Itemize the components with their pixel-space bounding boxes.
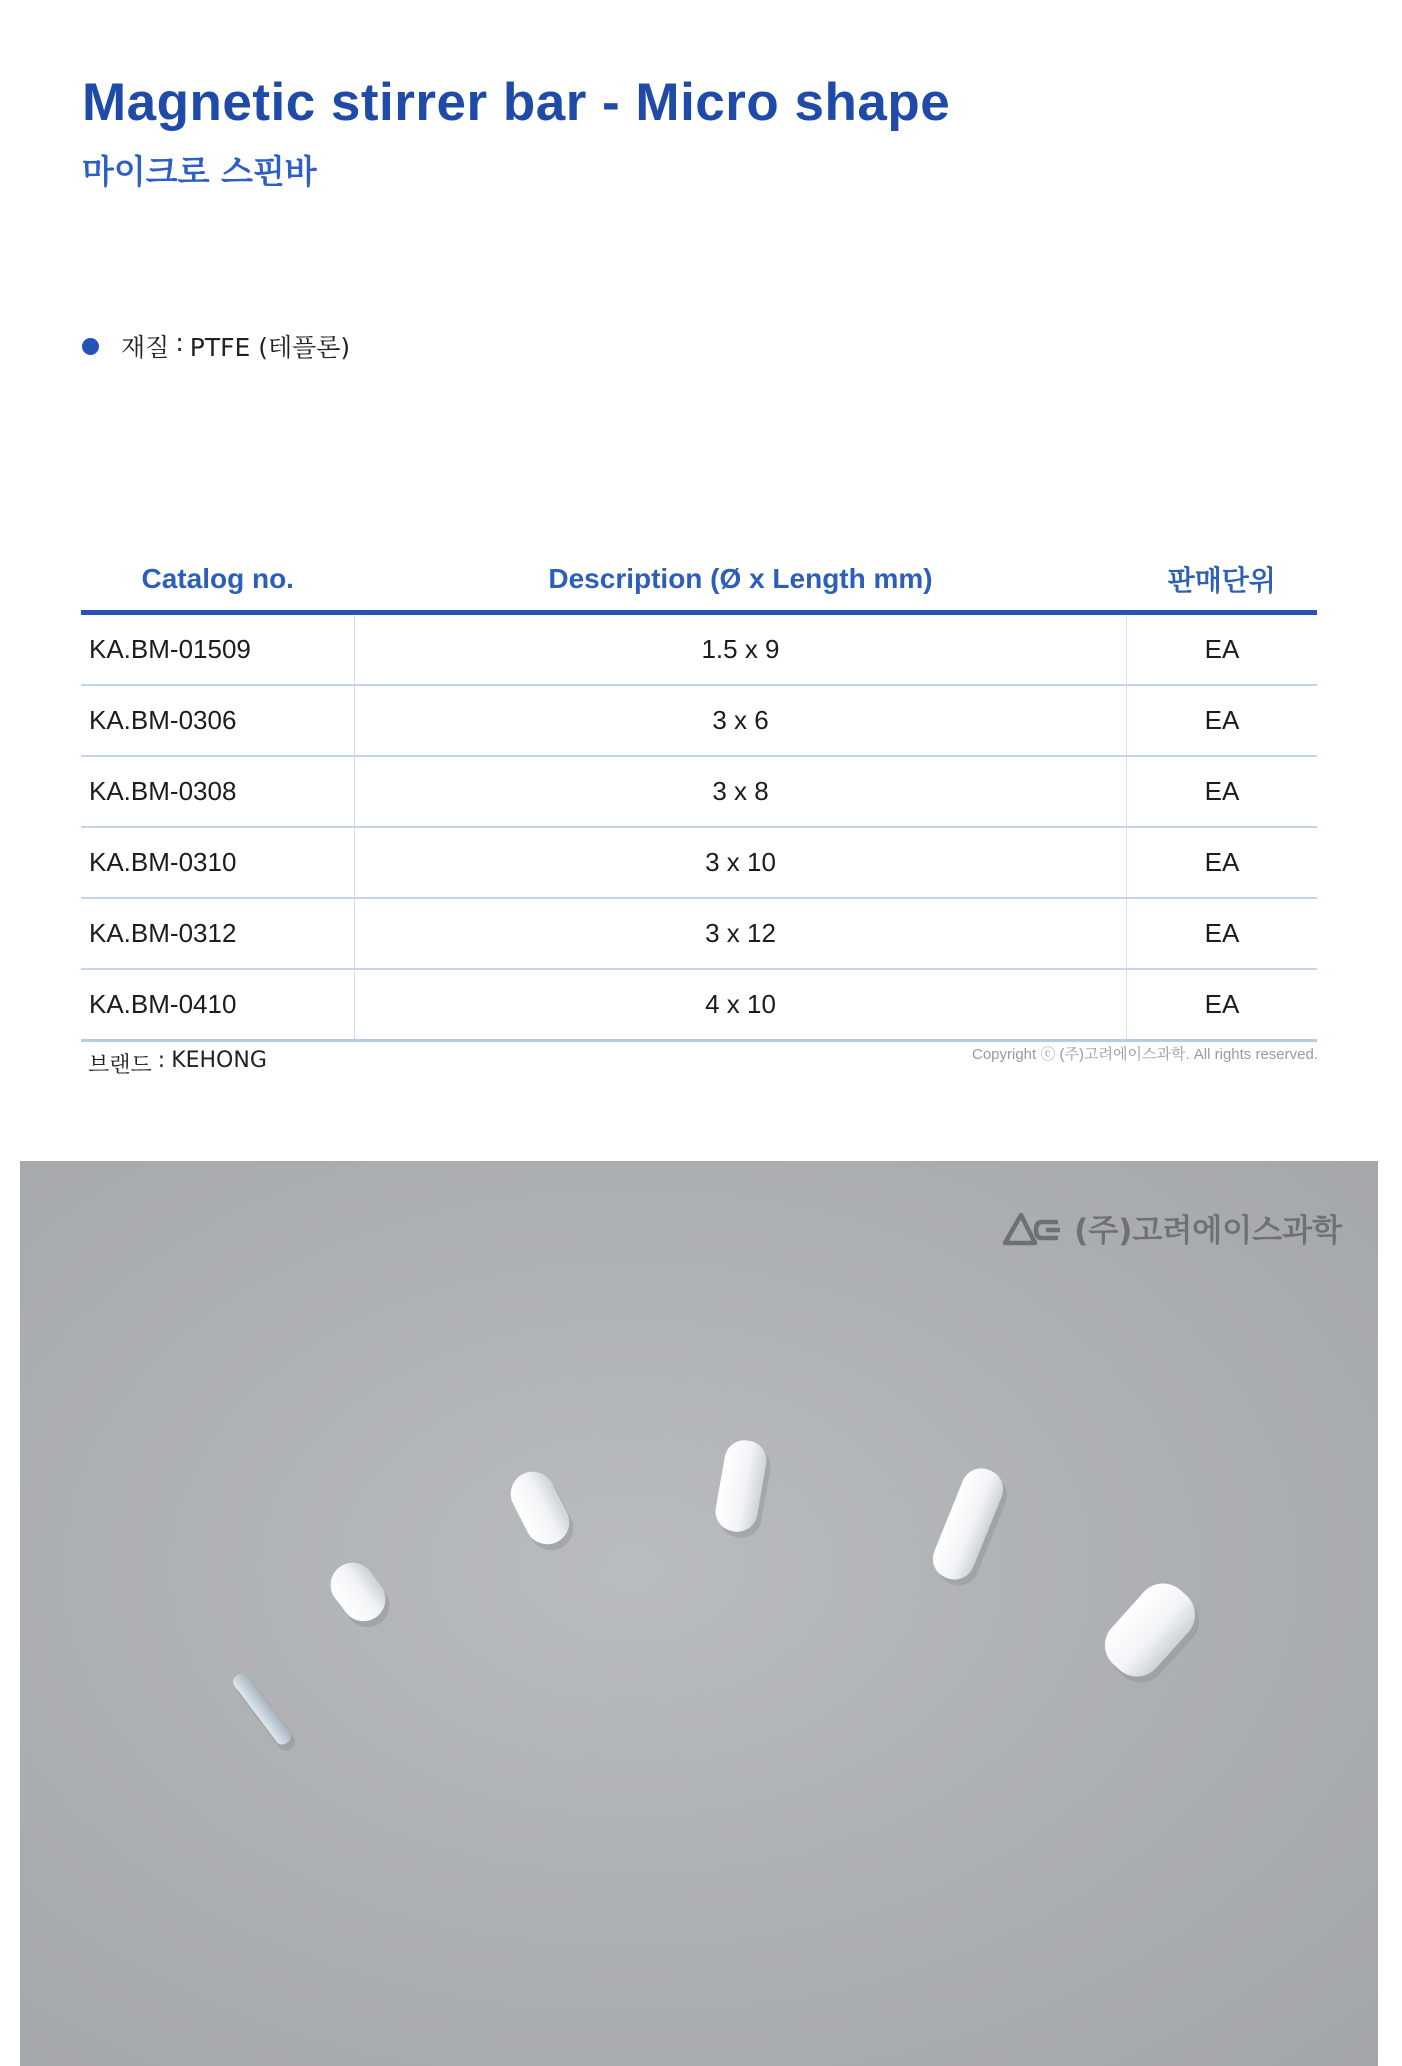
catalog-number-cell: KA.BM-0312: [81, 898, 355, 969]
catalog-number-cell: KA.BM-0410: [81, 969, 355, 1041]
description-cell: 1.5 x 9: [355, 613, 1127, 686]
brand-separator: :: [157, 1048, 166, 1073]
catalog-table: [81, 548, 1317, 1042]
description-cell: 3 x 12: [355, 898, 1127, 969]
product-photo: [20, 1161, 1378, 2066]
description-cell: 4 x 10: [355, 969, 1127, 1041]
page-subtitle: 마이크로 스핀바: [82, 152, 317, 191]
brand-label: 브랜드: [88, 1053, 152, 1078]
bullet-icon: [82, 338, 99, 355]
stir-bar: [230, 1671, 293, 1748]
description-cell: 3 x 10: [355, 827, 1127, 898]
table-row: [81, 827, 1317, 898]
material-spec: [82, 328, 350, 364]
table-row: [81, 613, 1317, 686]
catalog-number-cell: KA.BM-0310: [81, 827, 355, 898]
column-header-unit: 판매단위: [1127, 548, 1318, 613]
catalog-number-cell: KA.BM-01509: [81, 613, 355, 686]
stir-bars-scene: [20, 1161, 1378, 2066]
material-label: 재질: [121, 333, 170, 362]
table-row: [81, 898, 1317, 969]
brand-line: [88, 1048, 267, 1079]
material-spec-text: [121, 328, 350, 364]
description-cell: 3 x 6: [355, 685, 1127, 756]
unit-cell: EA: [1127, 969, 1318, 1041]
table-row: [81, 969, 1317, 1041]
brand-value: KEHONG: [171, 1048, 267, 1073]
stir-bar: [1094, 1573, 1206, 1687]
column-header-description: Description (Ø x Length mm): [355, 548, 1127, 613]
table-row: [81, 685, 1317, 756]
column-header-catalog: Catalog no.: [81, 548, 355, 613]
material-value: PTFE (테플론): [189, 333, 351, 362]
copyright-notice: Copyright ⓒ (주)고려에이스과학. All rights reserved.: [972, 1046, 1318, 1063]
catalog-number-cell: KA.BM-0306: [81, 685, 355, 756]
unit-cell: EA: [1127, 827, 1318, 898]
description-cell: 3 x 8: [355, 756, 1127, 827]
catalog-number-cell: KA.BM-0308: [81, 756, 355, 827]
unit-cell: EA: [1127, 898, 1318, 969]
table-row: [81, 756, 1317, 827]
unit-cell: EA: [1127, 685, 1318, 756]
material-separator: :: [175, 328, 184, 357]
table-header-row: [81, 548, 1317, 613]
page-title: Magnetic stirrer bar - Micro shape: [82, 73, 951, 132]
unit-cell: EA: [1127, 756, 1318, 827]
watermark-text: (주)고려에이스과학: [1074, 1213, 1342, 1249]
unit-cell: EA: [1127, 613, 1318, 686]
